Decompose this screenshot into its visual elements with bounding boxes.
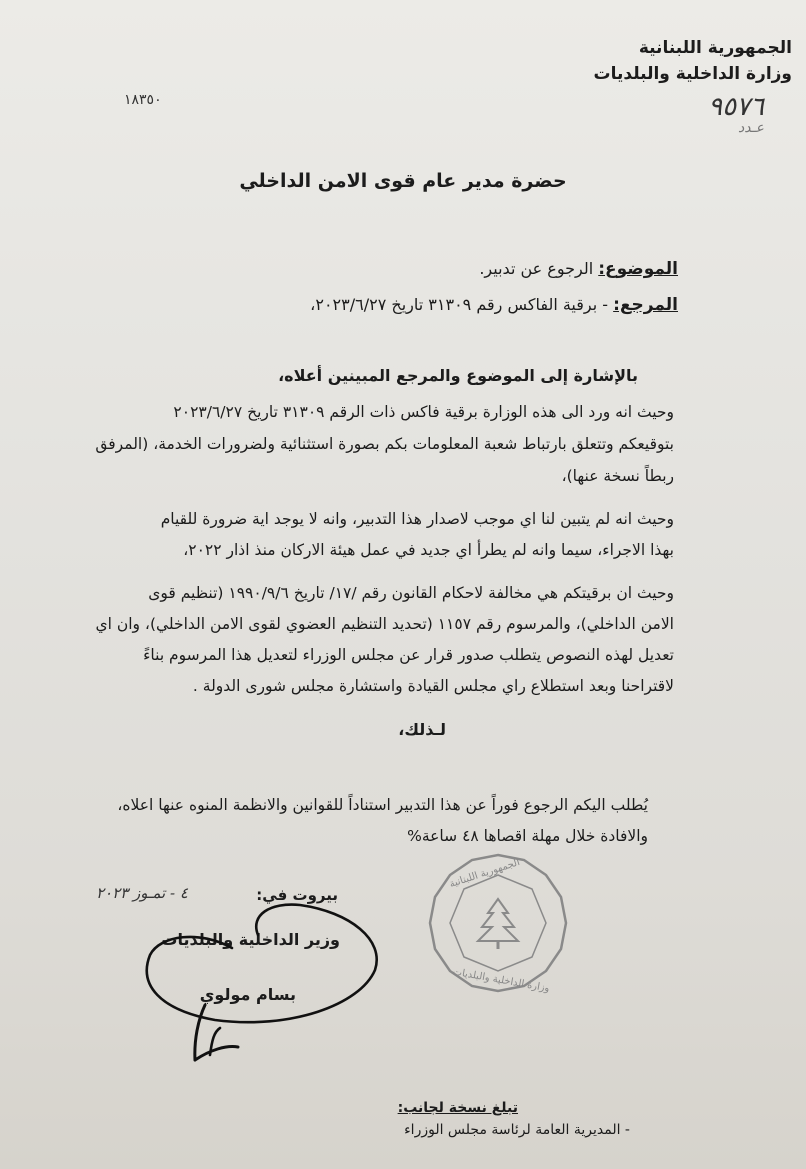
- signature-place: بيروت في:: [256, 886, 338, 904]
- reference-label: المرجع:: [613, 295, 678, 315]
- para3-line4: لاقتراحنا وبعد استطلاع راي مجلس القيادة واستشارة مجلس شورى الدولة .: [192, 677, 674, 695]
- header-ministry: وزارة الداخلية والبلديات: [593, 64, 792, 84]
- header-country: الجمهورية اللبنانية: [638, 38, 792, 58]
- subject-text: الرجوع عن تدبير.: [479, 259, 594, 278]
- stamp-text-bottom: وزارة الداخلية والبلديات: [451, 966, 551, 995]
- para3-line2: الامن الداخلي)، والمرسوم رقم ١١٥٧ (تحديد التنظيم العضوي لقوى الامن الداخلي)، وان اي: [95, 615, 674, 633]
- para1-line2: بتوقيعكم وتتعلق بارتباط شعبة المعلومات بكم بصورة استثنائية ولضرورات الخدمة، (المرفق: [95, 435, 674, 453]
- signature-title: وزير الداخلية والبلديات: [161, 930, 340, 949]
- therefore-heading: لـذلك،: [398, 720, 446, 739]
- request-line1: يُطلب اليكم الرجوع فوراً عن هذا التدبير استناداً للقوانين والانظمة المنوه عنها اعلاه،: [117, 796, 648, 814]
- subject-label: الموضوع:: [598, 259, 678, 279]
- para3-line1: وحيث ان برقيتكم هي مخالفة لاحكام القانون رقم /١٧/ تاريخ ١٩٩٠/٩/٦ (تنظيم قوى: [148, 584, 674, 602]
- signature-date: ٤ - تمـوز ٢٠٢٣: [96, 884, 188, 902]
- para2-line1: وحيث انه لم يتبين لنا اي موجب لاصدار هذا التدبير، وانه لا يوجد اية ضرورة للقيام: [160, 510, 674, 528]
- para3-line3: تعديل لهذه النصوص يتطلب صدور قرار عن مجلس الوزراء لتعديل هذا المرسوم بناءً: [143, 646, 674, 664]
- copy-to-item: - المديرية العامة لرئاسة مجلس الوزراء: [404, 1122, 630, 1138]
- reference-number: ١٨٣٥٠: [124, 92, 162, 108]
- para2-line2: بهذا الاجراء، سيما وانه لم يطرأ اي جديد في عمل هيئة الاركان منذ اذار ٢٠٢٢،: [183, 541, 674, 559]
- reference-text: - برقية الفاكس رقم ٣١٣٠٩ تاريخ ٢٠٢٣/٦/٢٧،: [310, 295, 609, 314]
- request-line2: والافادة خلال مهلة اقصاها ٤٨ ساعة%: [407, 827, 648, 845]
- handwritten-number: ٩٥٧٦: [708, 92, 764, 122]
- intro-line: بالإشارة إلى الموضوع والمرجع المبينين أعلاه،: [278, 366, 638, 385]
- signature-name: بسام مولوي: [199, 985, 296, 1004]
- para1-line3: ربطاً نسخة عنها)،: [561, 467, 674, 485]
- reference-line: [310, 295, 678, 315]
- stamp-text-top: الجمهورية اللبنانية: [448, 856, 522, 891]
- subject-line: [479, 259, 678, 279]
- copy-to-label: تبلغ نسخة لجانب:: [397, 1100, 518, 1116]
- number-label: عـدد: [737, 120, 764, 136]
- addressee-title: حضرة مدير عام قوى الامن الداخلي: [239, 170, 567, 192]
- para1-line1: وحيث انه ورد الى هذه الوزارة برقية فاكس ذات الرقم ٣١٣٠٩ تاريخ ٢٠٢٣/٦/٢٧: [173, 403, 674, 421]
